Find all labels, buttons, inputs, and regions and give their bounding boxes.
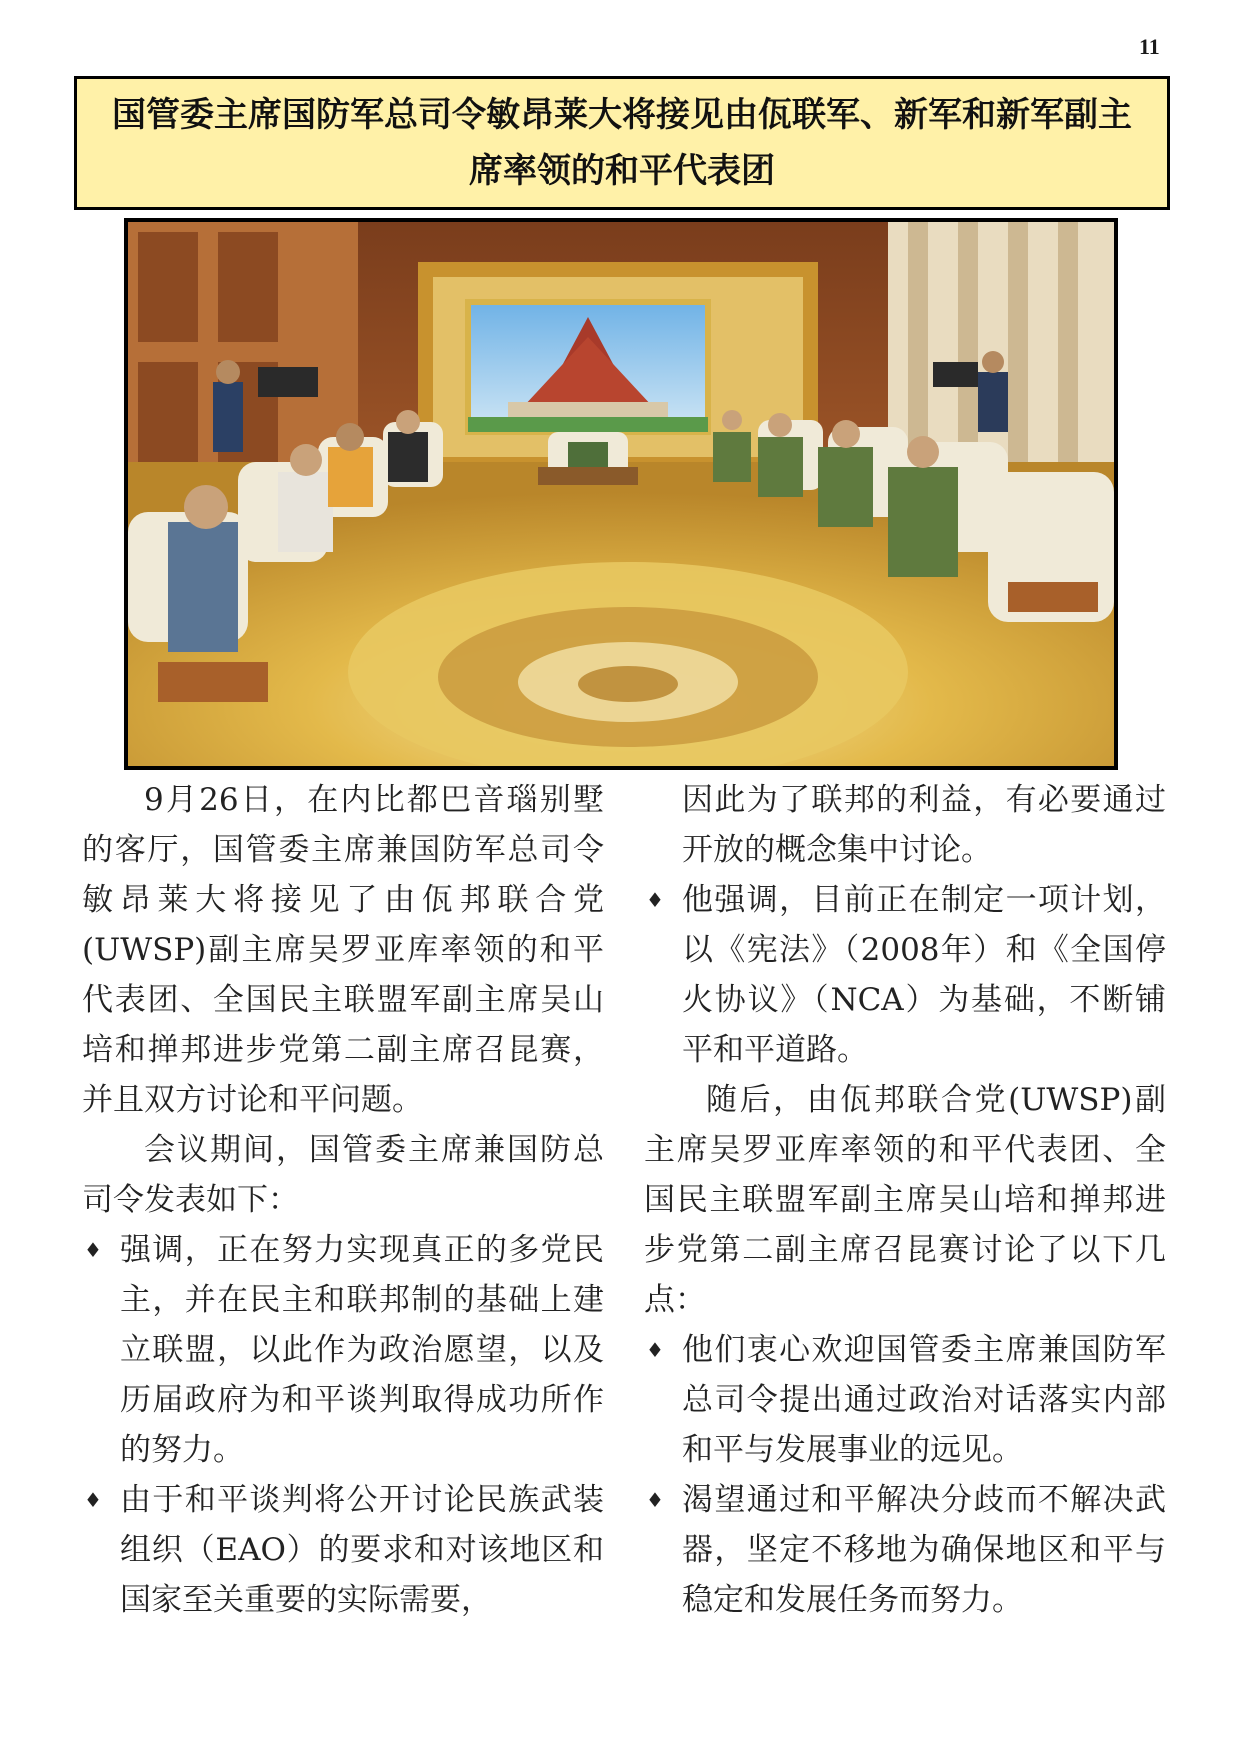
right-column [644, 775, 1166, 1625]
diamond-bullet-icon: ♦ [84, 1238, 102, 1262]
statement-intro-paragraph: 会议期间，国管委主席兼国防总司令发表如下： [82, 1132, 604, 1218]
list-item [82, 1475, 604, 1625]
commander-points-list-continued [644, 875, 1166, 1075]
meeting-photo [124, 218, 1118, 770]
list-item [82, 1225, 604, 1475]
list-item-continuation [644, 775, 1166, 875]
list-item [644, 1475, 1166, 1625]
diamond-bullet-icon: ♦ [84, 1488, 102, 1512]
list-item-text: 他们衷心欢迎国管委主席兼国防军总司令提出通过政治对话落实内部和平与发展事业的远见。 [682, 1332, 1166, 1468]
diamond-bullet-icon: ♦ [646, 1488, 664, 1512]
title-banner [74, 76, 1170, 210]
list-item-text: 他强调，目前正在制定一项计划，以《宪法》（2008年）和《全国停火协议》（NCA）为基础，不断铺平和平道路。 [682, 882, 1166, 1068]
delegation-points-list [644, 1325, 1166, 1625]
list-item-text: 强调，正在努力实现真正的多党民主，并在民主和联邦制的基础上建立联盟，以此作为政治愿望，以及历届政府为和平谈判取得成功所作的努力。 [120, 1232, 604, 1468]
page-title: 国管委主席国防军总司令敏昂莱大将接见由佤联军、新军和新军副主席率领的和平代表团 [112, 95, 1132, 191]
list-item-text: 渴望通过和平解决分歧而不解决武器，坚定不移地为确保地区和平与稳定和发展任务而努力。 [682, 1482, 1166, 1618]
commander-points-list [82, 1225, 604, 1625]
list-item [644, 1325, 1166, 1475]
diamond-bullet-icon: ♦ [646, 888, 664, 912]
list-item-text: 因此为了联邦的利益，有必要通过开放的概念集中讨论。 [682, 782, 1166, 868]
left-column [82, 775, 604, 1625]
list-item-text: 由于和平谈判将公开讨论民族武装组织（EAO）的要求和对该地区和国家至关重要的实际需要， [120, 1482, 604, 1618]
meeting-photo-illustration [128, 222, 1114, 766]
delegation-paragraph: 随后，由佤邦联合党(UWSP)副主席吴罗亚库率领的和平代表团、全国民主联盟军副主席吴山培和掸邦进步党第二副主席召昆赛讨论了以下几点： [644, 1082, 1166, 1318]
intro-paragraph: 9月26日，在内比都巴音瑙别墅的客厅，国管委主席兼国防军总司令敏昂莱大将接见了由佤邦联合党(UWSP)副主席吴罗亚库率领的和平代表团、全国民主联盟军副主席吴山培和掸邦进步党第二副主席召昆赛，并且双方讨论和平问题。 [82, 782, 604, 1118]
diamond-bullet-icon: ♦ [646, 1338, 664, 1362]
list-item [644, 875, 1166, 1075]
page-number: 11 [1139, 34, 1160, 59]
